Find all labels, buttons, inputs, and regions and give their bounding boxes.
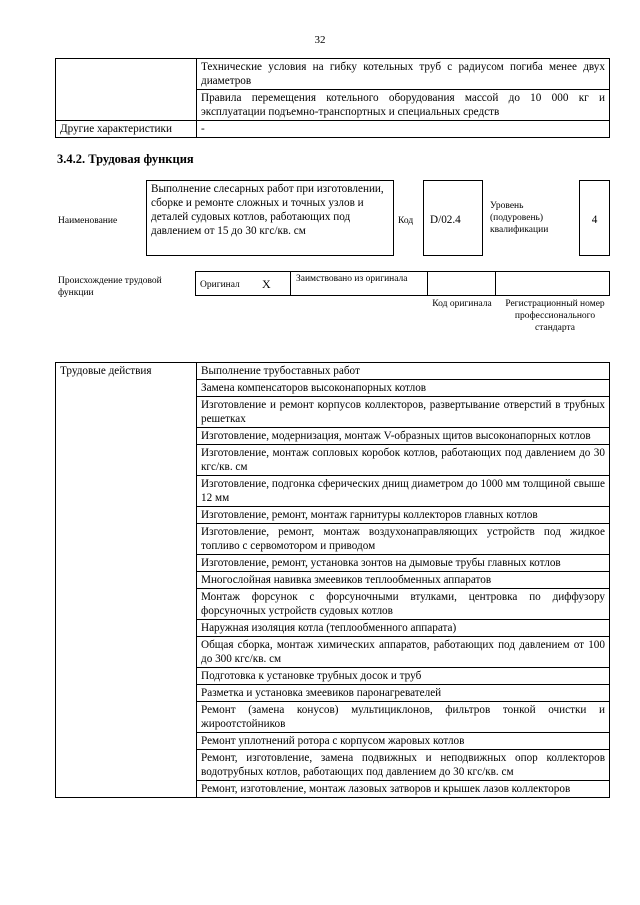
labor-action-item: Выполнение трубоставных работ [197,363,610,380]
labor-action-item: Ремонт (замена конусов) мультициклонов, фильтров тонкой очистки и жироотстойников [197,702,610,733]
code-value: D/02.4 [430,214,461,226]
labor-action-item: Многослойная навивка змеевиков теплообменных аппаратов [197,572,610,589]
top-requirements-table [55,58,610,138]
origin-divider [495,271,496,296]
origin-divider [427,271,428,296]
origin-label: Происхождение трудовой функции [58,276,162,298]
name-label: Наименование [58,216,118,226]
labor-action-item: Подготовка к установке трубных досок и труб [197,668,610,685]
labor-action-item: Изготовление, монтаж сопловых коробок котлов, работающих под давлением до 30 кгс/кв. см [197,445,610,476]
labor-action-item: Общая сборка, монтаж химических аппаратов, работающих под давлением от 100 до 300 кгс/кв. см [197,637,610,668]
labor-action-item: Монтаж форсунок с форсуночными втулками, центровка по диффузору форсуночных устройств судовых котлов [197,589,610,620]
function-name-box [146,180,394,256]
other-characteristics-label: Другие характеристики [56,121,197,138]
labor-action-item: Изготовление и ремонт корпусов коллекторов, развертывание отверстий в трубных решетках [197,397,610,428]
table-row [56,363,610,380]
labor-actions-table [55,362,610,798]
code-box [423,180,483,256]
labor-actions-label: Трудовые действия [56,363,197,798]
labor-actions-body [56,363,610,798]
labor-action-item: Разметка и установка змеевиков паронагревателей [197,685,610,702]
borrowed-label: Заимствовано из оригинала [296,274,408,284]
level-label: Уровень (подуровень) квалификации [490,201,549,235]
page-number: 32 [314,34,326,46]
registration-number-caption: Регистрационный номер профессионального стандарта [505,299,605,333]
empty-cell [56,59,197,121]
labor-action-item: Ремонт, изготовление, замена подвижных и неподвижных опор коллекторов водотрубных котлов, работающих под давлением до 30 кгс/кв. см [197,750,610,781]
original-label: Оригинал [200,280,240,290]
labor-action-item: Изготовление, ремонт, установка зонтов на дымовые трубы главных котлов [197,555,610,572]
labor-action-item: Изготовление, ремонт, монтаж воздухонаправляющих устройств под жидкое топливо с сервомотором и приводом [197,524,610,555]
labor-action-item: Изготовление, модернизация, монтаж V-образных щитов высоконапорных котлов [197,428,610,445]
code-label: Код [398,216,414,226]
section-title: 3.4.2. Трудовая функция [57,152,194,166]
function-name-value: Выполнение слесарных работ при изготовлении, сборке и ремонте сложных и точных узлов и деталей судовых котлов, работающих под давлением от 15 до 30 кгс/кв. см [151,183,384,237]
labor-action-item: Ремонт уплотнений ротора с корпусом жаровых котлов [197,733,610,750]
other-characteristics-value: - [197,121,610,138]
table-cell: Правила перемещения котельного оборудования массой до 10 000 кг и эксплуатации подъемно-транспортных и специальных средств [197,90,610,121]
table-row [56,121,610,138]
labor-action-item: Наружная изоляция котла (теплообменного аппарата) [197,620,610,637]
original-mark: X [262,277,271,291]
level-box [579,180,610,256]
origin-divider [290,271,291,296]
table-cell: Технические условия на гибку котельных труб с радиусом погиба менее двух диаметров [197,59,610,90]
labor-action-item: Ремонт, изготовление, монтаж лазовых затворов и крышек лазов коллекторов [197,781,610,798]
labor-action-item: Изготовление, подгонка сферических днищ диаметром до 1000 мм толщиной свыше 12 мм [197,476,610,507]
level-value: 4 [591,214,598,226]
labor-action-item: Замена компенсаторов высоконапорных котлов [197,380,610,397]
table-row [56,59,610,90]
code-original-caption: Код оригинала [432,299,492,309]
labor-action-item: Изготовление, ремонт, монтаж гарнитуры коллекторов главных котлов [197,507,610,524]
